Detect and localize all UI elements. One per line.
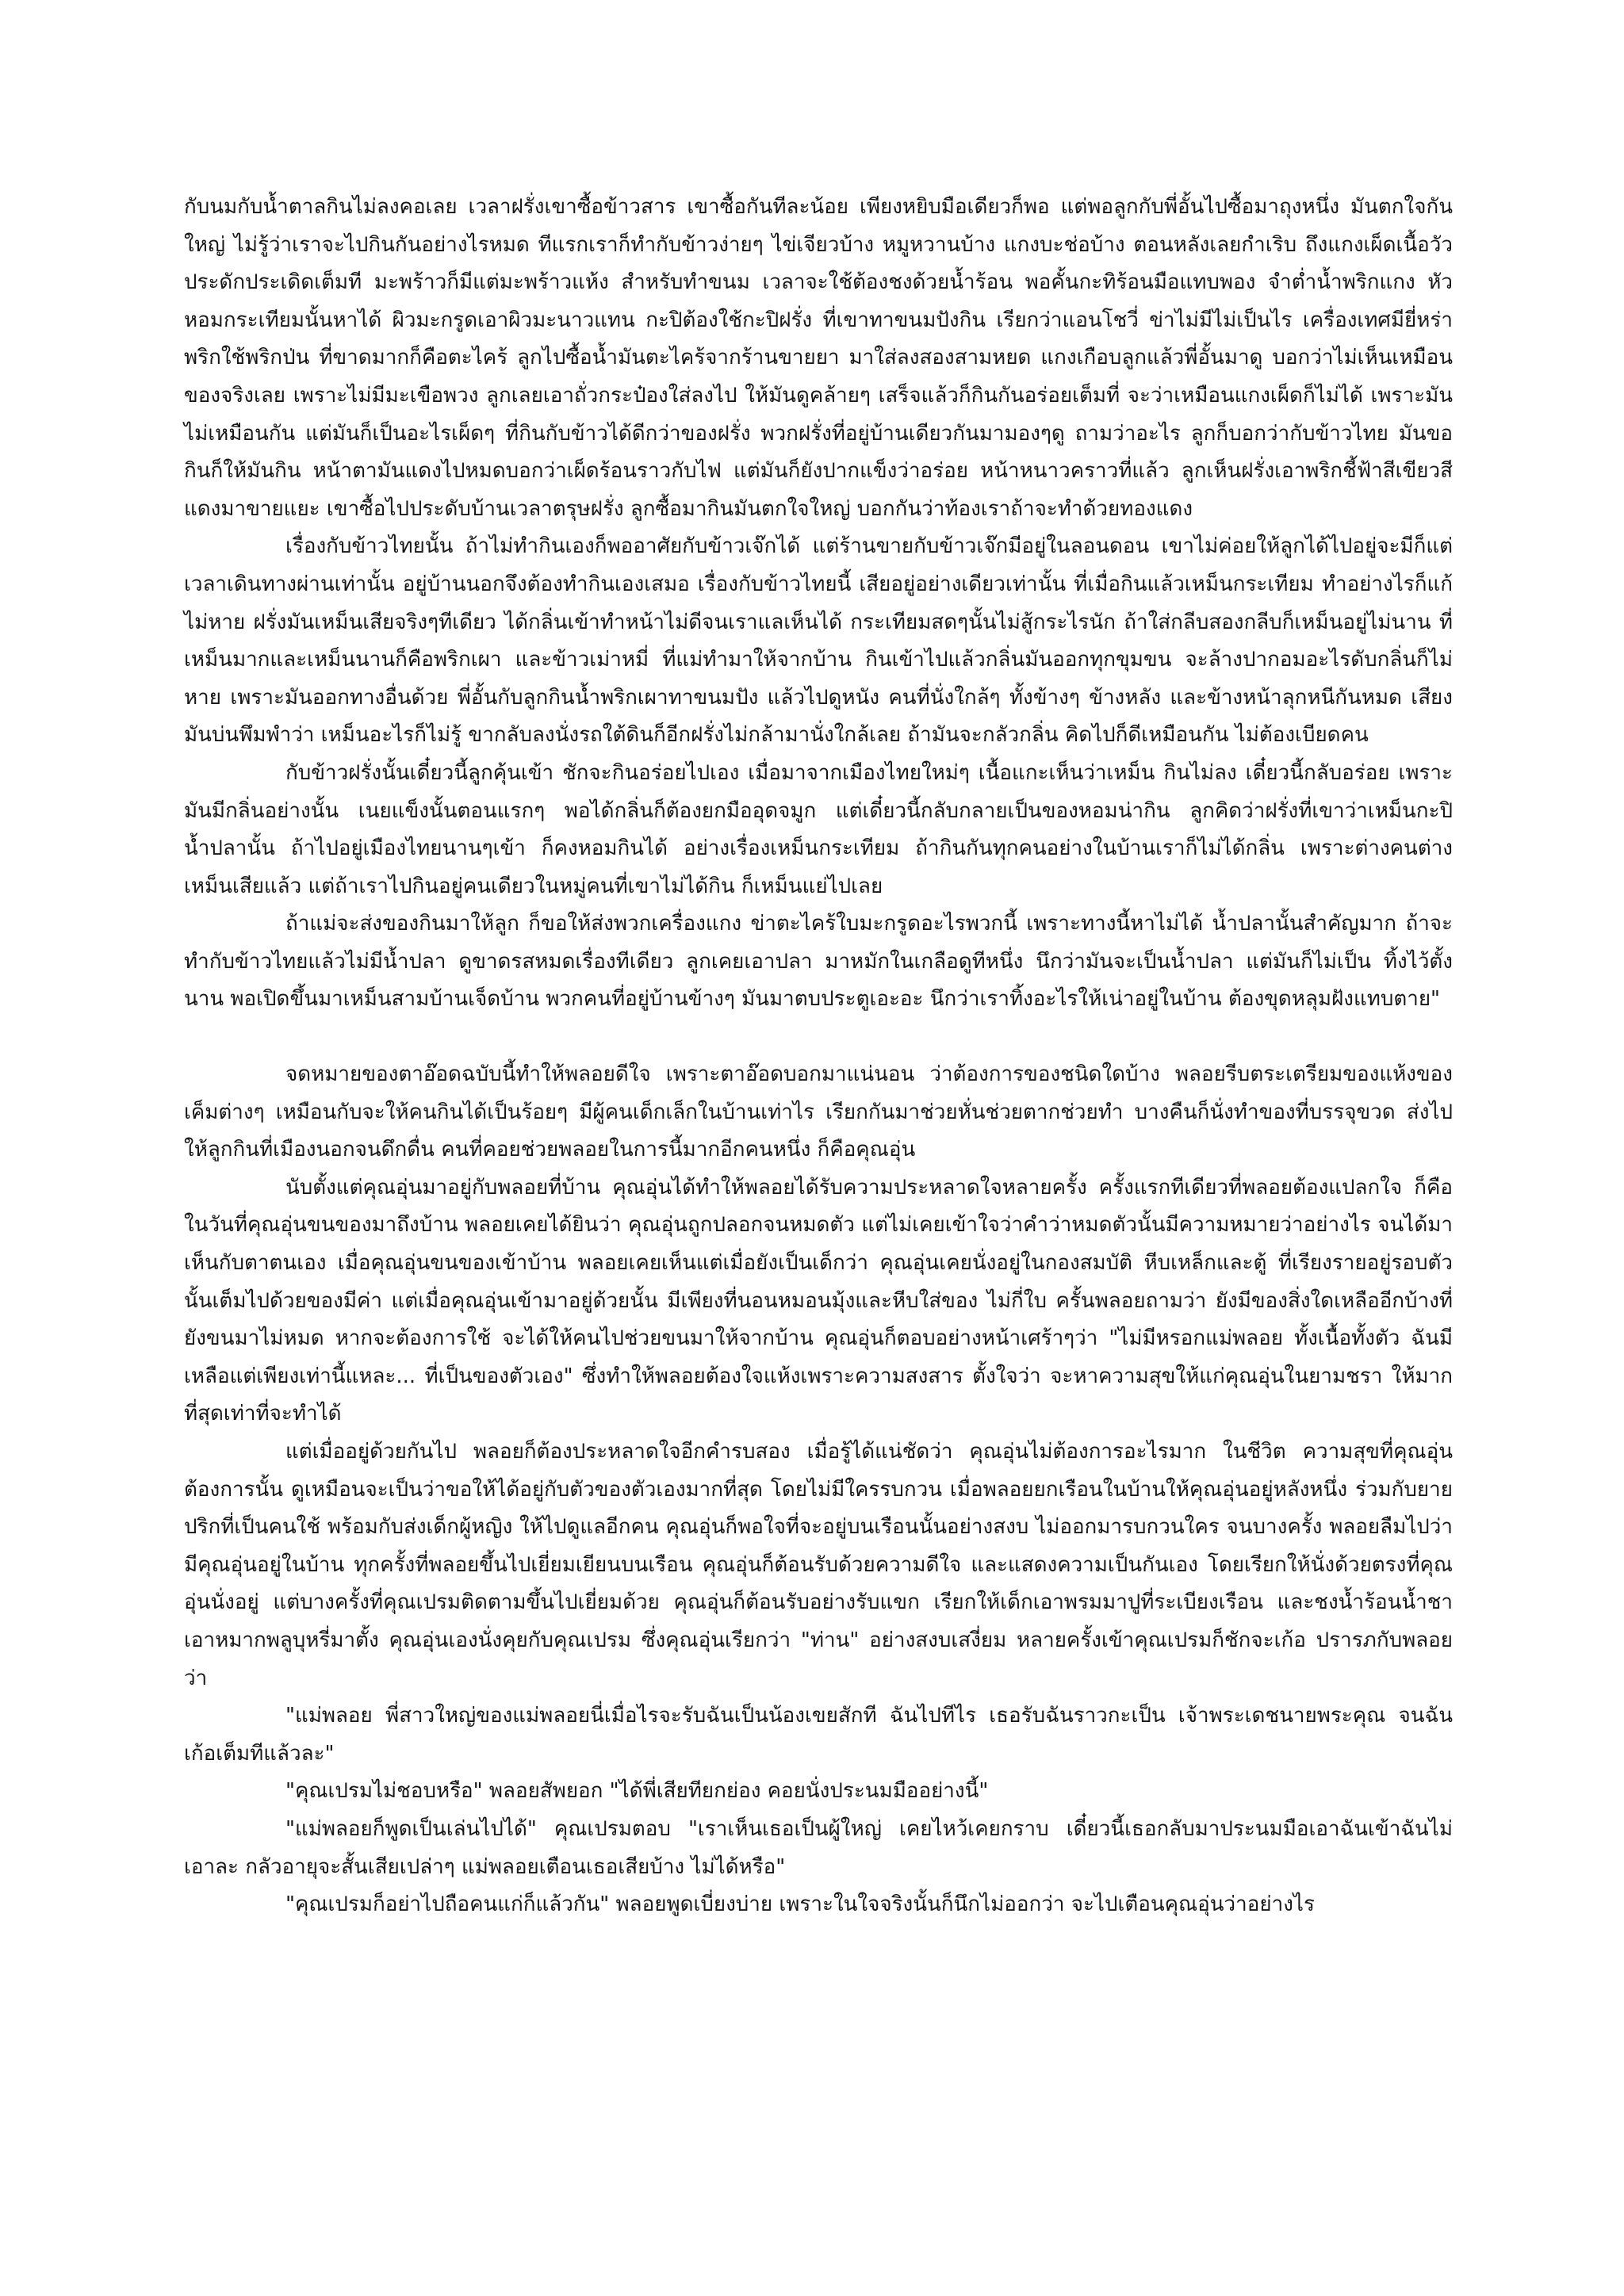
paragraph-7: แต่เมื่ออยู่ด้วยกันไป พลอยก็ต้องประหลาดใจอีกคำรบสอง เมื่อรู้ได้แน่ชัดว่า คุณอุ่นไม่ต้องการอะไรมาก ในชีวิต ความสุขที่คุณอุ่นต้องการนั้น ดูเหมือนจะเป็นว่าขอให้ได้อยู่กับตัวของตัวเองมากที่สุด โดยไม่มีใครรบกวน เมื่อพลอยยกเรือนในบ้านให้คุณอุ่นอยู่หลังหนึ่ง ร่วมกับยายปริกที่เป็นคนใช้ พร้อมกับส่งเด็กผู้หญิง ให้ไปดูแลอีกคน คุณอุ่นก็พอใจที่จะอยู่บนเรือนนั้นอย่างสงบ ไม่ออกมารบกวนใคร จนบางครั้ง พลอยลืมไปว่ามีคุณอุ่นอยู่ในบ้าน ทุกครั้งที่พลอยขึ้นไปเยี่ยมเยียนบนเรือน คุณอุ่นก็ต้อนรับด้วยความดีใจ และแสดงความเป็นกันเอง โดยเรียกให้นั่งด้วยตรงที่คุณอุ่นนั่งอยู่ แต่บางครั้งที่คุณเปรมติดตามขึ้นไปเยี่ยมด้วย คุณอุ่นก็ต้อนรับอย่างรับแขก เรียกให้เด็กเอาพรมมาปูที่ระเบียงเรือน และชงน้ำร้อนน้ำชา เอาหมากพลูบุหรี่มาตั้ง คุณอุ่นเองนั่งคุยกับคุณเปรม ซึ่งคุณอุ่นเรียกว่า "ท่าน" อย่างสงบเสงี่ยม หลายครั้งเข้าคุณเปรมก็ชักจะเก้อ ปรารภกับพลอยว่า bbox=[184, 1440, 1453, 1690]
paragraph-3: กับข้าวฝรั่งนั้นเดี๋ยวนี้ลูกคุ้นเข้า ชักจะกินอร่อยไปเอง เมื่อมาจากเมืองไทยใหม่ๆ เนื้อแกะเห็นว่าเหม็น กินไม่ลง เดี๋ยวนี้กลับอร่อย เพราะมันมีกลิ่นอย่างนั้น เนยแข็งนั้นตอนแรกๆ พอได้กลิ่นก็ต้องยกมืออุดจมูก แต่เดี๋ยวนี้กลับกลายเป็นของหอมน่ากิน ลูกคิดว่าฝรั่งที่เขาว่าเหม็นกะปิน้ำปลานั้น ถ้าไปอยู่เมืองไทยนานๆเข้า ก็คงหอมกินได้ อย่างเรื่องเหม็นกระเทียม ถ้ากินกันทุกคนอย่างในบ้านเราก็ไม่ได้กลิ่น เพราะต่างคนต่างเหม็นเสียแล้ว แต่ถ้าเราไปกินอยู่คนเดียวในหมู่คนที่เขาไม่ได้กิน ก็เหม็นแย่ไปเลย bbox=[184, 760, 1453, 898]
dialogue-3: "แม่พลอยก็พูดเป็นเล่นไปได้" คุณเปรมตอบ "เราเห็นเธอเป็นผู้ใหญ่ เคยไหว้เคยกราบ เดี๋ยวนี้เธอกลับมาประนมมือเอาฉันเข้าฉันไม่เอาละ กลัวอายุจะสั้นเสียเปล่าๆ แม่พลอยเตือนเธอเสียบ้าง ไม่ได้หรือ" bbox=[184, 1816, 1453, 1879]
paragraph-2: เรื่องกับข้าวไทยนั้น ถ้าไม่ทำกินเองก็พออาศัยกับข้าวเจ๊กได้ แต่ร้านขายกับข้าวเจ๊กมีอยู่ในลอนดอน เขาไม่ค่อยให้ลูกได้ไปอยู่จะมีก็แต่เวลาเดินทางผ่านเท่านั้น อยู่บ้านนอกจึงต้องทำกินเองเสมอ เรื่องกับข้าวไทยนี้ เสียอยู่อย่างเดียวเท่านั้น ที่เมื่อกินแล้วเหม็นกระเทียม ทำอย่างไรก็แก้ไม่หาย ฝรั่งมันเหม็นเสียจริงๆทีเดียว ได้กลิ่นเข้าทำหน้าไม่ดีจนเราแลเห็นได้ กระเทียมสดๆนั้นไม่สู้กระไรนัก ถ้าใส่กลีบสองกลีบก็เหม็นอยู่ไม่นาน ที่เหม็นมากและเหม็นนานก็คือพริกเผา และข้าวเม่าหมี่ ที่แม่ทำมาให้จากบ้าน กินเข้าไปแล้วกลิ่นมันออกทุกขุมขน จะล้างปากอมอะไรดับกลิ่นก็ไม่หาย เพราะมันออกทางอื่นด้วย พี่อั้นกับลูกกินน้ำพริกเผาทาขนมปัง แล้วไปดูหนัง คนที่นั่งใกล้ๆ ทั้งข้างๆ ข้างหลัง และข้างหน้าลุกหนีกันหมด เสียงมันบ่นพึมพำว่า เหม็นอะไรก็ไม่รู้ ขากลับลงนั่งรถใต้ดินก็อีกฝรั่งไม่กล้ามานั่งใกล้เลย ถ้ามันจะกลัวกลิ่น คิดไปก็ดีเหมือนกัน ไม่ต้องเบียดคน bbox=[184, 534, 1453, 748]
paragraph-5: จดหมายของตาอ๊อดฉบับนี้ทำให้พลอยดีใจ เพราะตาอ๊อดบอกมาแน่นอน ว่าต้องการของชนิดใดบ้าง พลอยรีบตระเตรียมของแห้งของเค็มต่างๆ เหมือนกับจะให้คนกินได้เป็นร้อยๆ มีผู้คนเด็กเล็กในบ้านเท่าไร เรียกกันมาช่วยหั่นช่วยตากช่วยทำ บางคืนก็นั่งทำของที่บรรจุขวด ส่งไปให้ลูกกินที่เมืองนอกจนดึกดื่น คนที่คอยช่วยพลอยในการนี้มากอีกคนหนึ่ง ก็คือคุณอุ่น bbox=[184, 1062, 1453, 1162]
paragraph-1: กับนมกับน้ำตาลกินไม่ลงคอเลย เวลาฝรั่งเขาซื้อข้าวสาร เขาซื้อกันทีละน้อย เพียงหยิบมือเดียวก็พอ แต่พอลูกกับพี่อั้นไปซื้อมาถุงหนึ่ง มันตกใจกันใหญ่ ไม่รู้ว่าเราจะไปกินกันอย่างไรหมด ทีแรกเราก็ทำกับข้าวง่ายๆ ไข่เจียวบ้าง หมูหวานบ้าง แกงบะช่อบ้าง ตอนหลังเลยกำเริบ ถึงแกงเผ็ดเนื้อวัว ประดักประเดิดเต็มที มะพร้าวก็มีแต่มะพร้าวแห้ง สำหรับทำขนม เวลาจะใช้ต้องชงด้วยน้ำร้อน พอคั้นกะทิร้อนมือแทบพอง จำต่ำน้ำพริกแกง หัวหอมกระเทียมนั้นหาได้ ผิวมะกรูดเอาผิวมะนาวแทน กะปิต้องใช้กะปิฝรั่ง ที่เขาทาขนมปังกิน เรียกว่าแอนโชวี่ ข่าไม่มีไม่เป็นไร เครื่องเทศมียี่หร่า พริกใช้พริกป่น ที่ขาดมากก็คือตะไคร้ ลูกไปซื้อน้ำมันตะไคร้จากร้านขายยา มาใส่ลงสองสามหยด แกงเกือบลูกแล้วพี่อั้นมาดู บอกว่าไม่เห็นเหมือนของจริงเลย เพราะไม่มีมะเขือพวง ลูกเลยเอาถั่วกระป๋องใส่ลงไป ให้มันดูคล้ายๆ เสร็จแล้วก็กินกันอร่อยเต็มที่ จะว่าเหมือนแกงเผ็ดก็ไม่ได้ เพราะมันไม่เหมือนกัน แต่มันก็เป็นอะไรเผ็ดๆ ที่กินกับข้าวได้ดีกว่าของฝรั่ง พวกฝรั่งที่อยู่บ้านเดียวกันมามองๆดู ถามว่าอะไร ลูกก็บอกว่ากับข้าวไทย มันขอกินก็ให้มันกิน หน้าตามันแดงไปหมดบอกว่าเผ็ดร้อนราวกับไฟ แต่มันก็ยังปากแข็งว่าอร่อย หน้าหนาวคราวที่แล้ว ลูกเห็นฝรั่งเอาพริกชี้ฟ้าสีเขียวสีแดงมาขายแยะ เขาซื้อไปประดับบ้านเวลาตรุษฝรั่ง ลูกซื้อมากินมันตกใจใหญ่ บอกกันว่าท้องเราถ้าจะทำด้วยทองแดง bbox=[184, 195, 1453, 521]
dialogue-2: "คุณเปรมไม่ชอบหรือ" พลอยสัพยอก "ได้พี่เสียทียกย่อง คอยนั่งประนมมืออย่างนี้" bbox=[285, 1779, 989, 1804]
dialogue-1: "แม่พลอย พี่สาวใหญ่ของแม่พลอยนี่เมื่อไรจะรับฉันเป็นน้องเขยสักที ฉันไปทีไร เธอรับฉันราวกะเป็น เจ้าพระเดชนายพระคุณ จนฉันเก้อเต็มทีแล้วละ" bbox=[184, 1704, 1453, 1766]
paragraph-6: นับตั้งแต่คุณอุ่นมาอยู่กับพลอยที่บ้าน คุณอุ่นได้ทำให้พลอยได้รับความประหลาดใจหลายครั้ง ครั้งแรกทีเดียวที่พลอยต้องแปลกใจ ก็คือในวันที่คุณอุ่นขนของมาถึงบ้าน พลอยเคยได้ยินว่า คุณอุ่นถูกปลอกจนหมดตัว แต่ไม่เคยเข้าใจว่าคำว่าหมดตัวนั้นมีความหมายว่าอย่างไร จนได้มาเห็นกับตาตนเอง เมื่อคุณอุ่นขนของเข้าบ้าน พลอยเคยเห็นแต่เมื่อยังเป็นเด็กว่า คุณอุ่นเคยนั่งอยู่ในกองสมบัติ หีบเหล็กและตู้ ที่เรียงรายอยู่รอบตัวนั้นเต็มไปด้วยของมีค่า แต่เมื่อคุณอุ่นเข้ามาอยู่ด้วยนั้น มีเพียงที่นอนหมอนมุ้งและหีบใส่ของ ไม่กี่ใบ ครั้นพลอยถามว่า ยังมีของสิ่งใดเหลืออีกบ้างที่ยังขนมาไม่หมด หากจะต้องการใช้ จะได้ให้คนไปช่วยขนมาให้จากบ้าน คุณอุ่นก็ตอบอย่างหน้าเศร้าๆว่า "ไม่มีหรอกแม่พลอย ทั้งเนื้อทั้งตัว ฉันมีเหลือแต่เพียงเท่านี้แหละ... ที่เป็นของตัวเอง" ซึ่งทำให้พลอยต้องใจแห้งเพราะความสงสาร ตั้งใจว่า จะหาความสุขให้แก่คุณอุ่นในยามชรา ให้มากที่สุดเท่าที่จะทำได้ bbox=[184, 1175, 1453, 1426]
dialogue-4: "คุณเปรมก็อย่าไปถือคนแก่ก็แล้วกัน" พลอยพูดเบี่ยงบ่าย เพราะในใจจริงนั้นก็นึกไม่ออกว่า จะไปเตือนคุณอุ่นว่าอย่างไร bbox=[285, 1892, 1315, 1917]
paragraph-4: ถ้าแม่จะส่งของกินมาให้ลูก ก็ขอให้ส่งพวกเครื่องแกง ข่าตะไคร้ใบมะกรูดอะไรพวกนี้ เพราะทางนี้หาไม่ได้ น้ำปลานั้นสำคัญมาก ถ้าจะทำกับข้าวไทยแล้วไม่มีน้ำปลา ดูขาดรสหมดเรื่องทีเดียว ลูกเคยเอาปลา มาหมักในเกลือดูทีหนึ่ง นึกว่ามันจะเป็นน้ำปลา แต่มันก็ไม่เป็น ทิ้งไว้ตั้งนาน พอเปิดขึ้นมาเหม็นสามบ้านเจ็ดบ้าน พวกคนที่อยู่บ้านข้างๆ มันมาตบประตูเอะอะ นึกว่าเราทิ้งอะไรให้เน่าอยู่ในบ้าน ต้องขุดหลุมฝังแทบตาย" bbox=[184, 912, 1453, 1012]
body-text bbox=[184, 189, 1453, 1924]
